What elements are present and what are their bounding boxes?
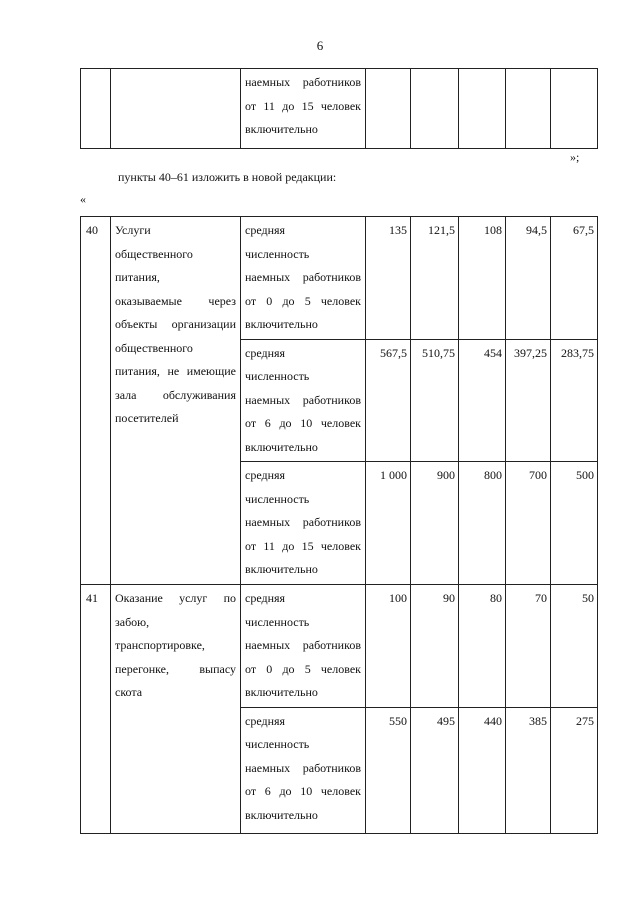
value-cell: 121,5 <box>411 217 459 340</box>
description-cell <box>241 462 366 585</box>
text-line: включительно <box>245 807 318 822</box>
value-cell: 50 <box>551 585 598 708</box>
name-cell <box>111 69 241 149</box>
text-line: наемных работников <box>245 392 361 407</box>
text-line: питания, <box>115 270 160 284</box>
text-line: Оказание услуг по <box>115 591 236 605</box>
text-line: наемных работников <box>245 515 361 529</box>
description-cell <box>241 339 366 462</box>
value-cell <box>551 69 598 149</box>
text-line: транспортировке, <box>115 638 205 652</box>
value-cell <box>366 69 411 149</box>
text-line: наемных работников <box>245 638 361 652</box>
text-line: наемных работников <box>245 75 361 89</box>
text-line: включительно <box>245 562 318 576</box>
value-cell: 440 <box>459 707 506 833</box>
value-cell: 500 <box>551 462 598 585</box>
amendment-text: пункты 40–61 изложить в новой редакции: <box>118 170 337 184</box>
text-line: посетителей <box>115 411 179 425</box>
number-cell <box>81 69 111 149</box>
value-cell: 283,75 <box>551 339 598 462</box>
text-line: численность <box>245 491 310 506</box>
continued-table-fragment <box>80 68 598 149</box>
text-line: средняя <box>245 713 286 728</box>
text-line: средняя <box>245 468 286 482</box>
value-cell: 900 <box>411 462 459 585</box>
value-cell: 80 <box>459 585 506 708</box>
value-cell: 800 <box>459 462 506 585</box>
table-row <box>81 217 598 340</box>
text-line: численность <box>245 737 310 751</box>
text-line: общественного <box>115 246 193 261</box>
text-line: численность <box>245 369 310 383</box>
value-cell: 1 000 <box>366 462 411 585</box>
item-number: 40 <box>81 217 111 585</box>
text-line: средняя <box>245 345 286 360</box>
page-number: 6 <box>316 38 324 53</box>
value-cell: 397,25 <box>506 339 551 462</box>
value-cell: 495 <box>411 707 459 833</box>
text-line: питания, не имеющие <box>115 364 236 378</box>
opening-quote: « <box>80 192 86 206</box>
item-name <box>111 585 241 834</box>
value-cell <box>411 69 459 149</box>
value-cell: 108 <box>459 217 506 340</box>
description-cell <box>241 217 366 340</box>
description-cell <box>241 707 366 833</box>
text-line: от 6 до 10 человек <box>245 416 361 430</box>
text-line: включительно <box>245 439 318 454</box>
description-cell <box>241 585 366 708</box>
text-line: от 11 до 15 человек <box>245 98 361 113</box>
tax-rates-table <box>80 216 598 834</box>
text-line: оказываемые через <box>115 293 236 308</box>
text-line: средняя <box>245 591 286 605</box>
description-cell <box>241 69 366 149</box>
item-number: 41 <box>81 585 111 834</box>
text-line: наемных работников <box>245 270 361 284</box>
value-cell: 67,5 <box>551 217 598 340</box>
text-line: перегонке, выпасу <box>115 661 236 676</box>
item-name <box>111 217 241 585</box>
value-cell: 90 <box>411 585 459 708</box>
text-line: от 0 до 5 человек <box>245 293 361 308</box>
text-line: включительно <box>245 122 318 136</box>
text-line: от 0 до 5 человек <box>245 661 361 676</box>
text-line: включительно <box>245 317 318 331</box>
value-cell: 70 <box>506 585 551 708</box>
value-cell: 510,75 <box>411 339 459 462</box>
closing-quote: »; <box>570 150 580 164</box>
text-line: от 11 до 15 человек <box>245 538 361 553</box>
text-line: зала обслуживания <box>115 387 236 402</box>
text-line: скота <box>115 685 143 699</box>
value-cell: 550 <box>366 707 411 833</box>
value-cell <box>459 69 506 149</box>
text-line: объекты организации <box>115 317 236 331</box>
value-cell: 100 <box>366 585 411 708</box>
value-cell: 700 <box>506 462 551 585</box>
text-line: численность <box>245 614 310 629</box>
text-line: наемных работников <box>245 760 361 775</box>
table-row <box>81 69 598 149</box>
value-cell: 135 <box>366 217 411 340</box>
table-row <box>81 585 598 708</box>
text-line: включительно <box>245 685 318 699</box>
value-cell <box>506 69 551 149</box>
value-cell: 385 <box>506 707 551 833</box>
text-line: численность <box>245 246 310 261</box>
value-cell: 275 <box>551 707 598 833</box>
text-line: Услуги <box>115 223 151 237</box>
text-line: общественного <box>115 340 193 355</box>
text-line: забою, <box>115 614 150 629</box>
text-line: от 6 до 10 человек <box>245 784 361 798</box>
value-cell: 94,5 <box>506 217 551 340</box>
value-cell: 454 <box>459 339 506 462</box>
text-line: средняя <box>245 223 286 237</box>
value-cell: 567,5 <box>366 339 411 462</box>
